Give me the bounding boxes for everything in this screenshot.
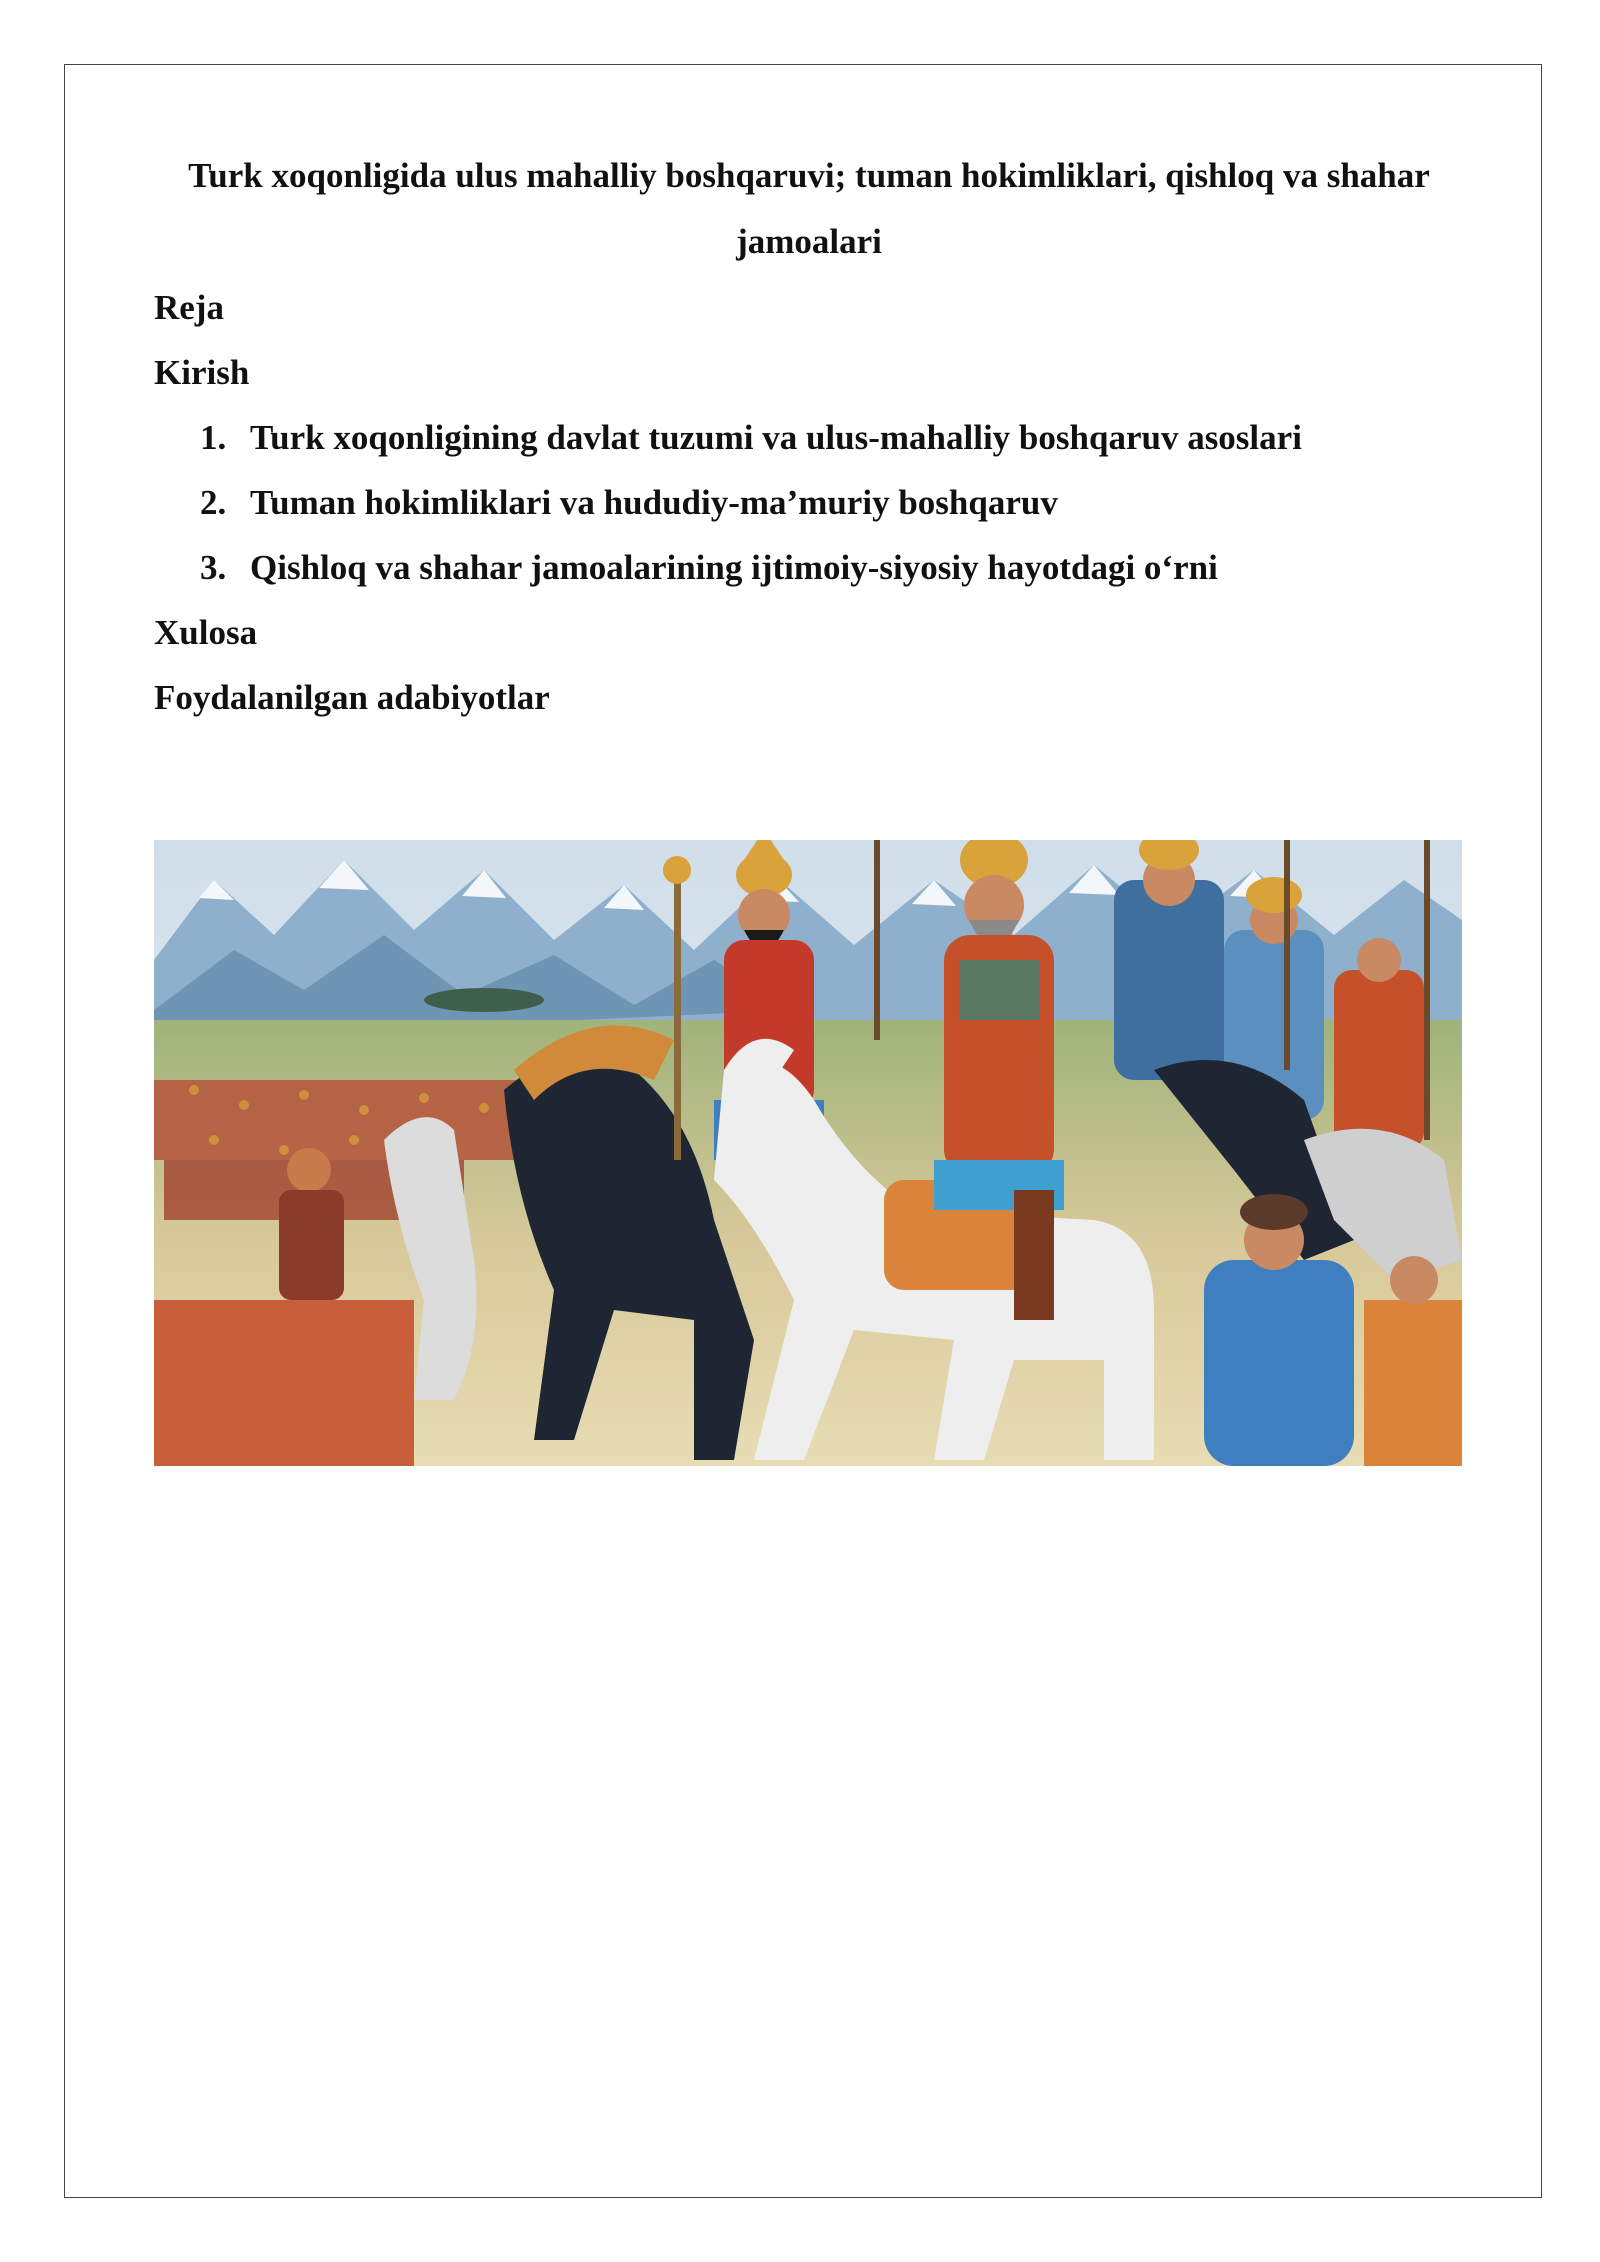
intro-heading: Kirish — [154, 353, 250, 392]
plan-item-number: 1. — [200, 418, 227, 457]
plan-item-text: Tuman hokimliklari va hududiy-ma’muriy boshqaruv — [250, 483, 1058, 522]
plan-item-number: 2. — [200, 483, 227, 522]
horsemen-painting — [154, 840, 1462, 1466]
references-heading: Foydalanilgan adabiyotlar — [154, 678, 550, 717]
document-body — [154, 143, 1464, 730]
conclusion-heading: Xulosa — [154, 613, 258, 652]
plan-item — [200, 535, 1464, 600]
plan-heading: Reja — [154, 288, 224, 327]
plan-item-text: Qishloq va shahar jamoalarining ijtimoiy-siyosiy hayotdagi o‘rni — [250, 548, 1218, 587]
plan-item-text: Turk xoqonligining davlat tuzumi va ulus-mahalliy boshqaruv asoslari — [250, 418, 1302, 457]
plan-item-number: 3. — [200, 548, 227, 587]
plan-item — [200, 470, 1464, 535]
document-title: Turk xoqonligida ulus mahalliy boshqaruvi; tuman hokimliklari, qishloq va shahar jamoalari — [188, 156, 1430, 261]
plan-item — [200, 405, 1464, 470]
plan-list — [154, 405, 1464, 600]
illustration-image — [154, 840, 1462, 1466]
